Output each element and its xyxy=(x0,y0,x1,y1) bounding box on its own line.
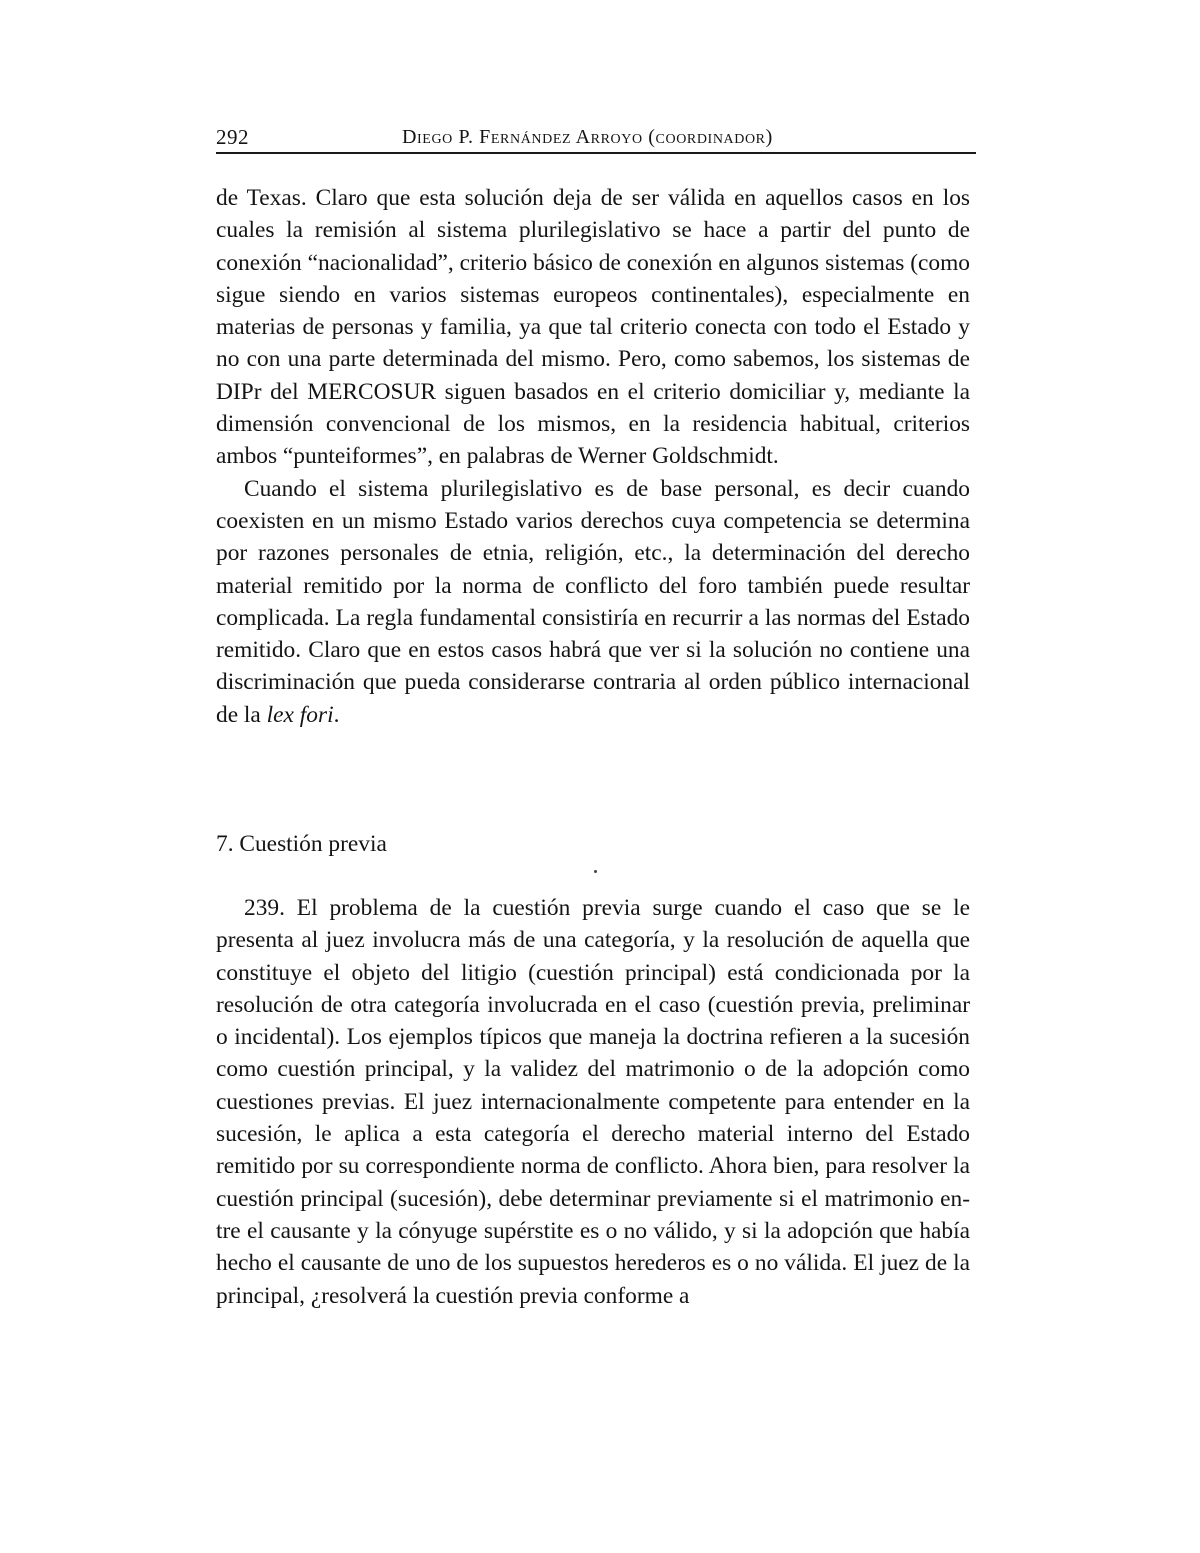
paragraph-plurilegislativo-personal xyxy=(216,473,970,731)
text-block-upper xyxy=(216,182,970,731)
scan-speck xyxy=(594,870,597,873)
running-head xyxy=(216,122,976,154)
paragraph-2-text: Cuando el sistema plurilegislativo es de base personal, es decir cuando coexisten en un mismo Estado varios derechos cuya competencia se determina por razones personales de etnia, religión, etc., la determinación del derecho material remitido por la norma de conflicto del foro también puede resultar complicada. La regla fundamental consistiría en recurrir a las normas del Estado remitido. Claro que en estos casos habrá que ver si la solución no contiene una discriminación que pueda considerarse contraria al orden público internacional de la xyxy=(216,475,970,728)
section-heading: 7. Cuestión previa xyxy=(216,831,387,857)
header-rule xyxy=(216,152,976,154)
book-page xyxy=(216,0,976,1553)
lex-fori-italic: lex fori xyxy=(266,701,334,728)
running-title: Diego P. Fernández Arroyo (coordinador) xyxy=(402,126,773,148)
text-block-lower xyxy=(216,892,970,1312)
paragraph-239: 239. El problema de la cuestión previa surge cuando el caso que se le presenta al juez involucra más de una categoría, y la resolución de aquella que constituye el objeto del litigio (cuestión principal) está condicionada por la resolución de otra categoría involucrada en el caso (cuestión previa, preliminar o incidental). Los ejemplos típicos que maneja la doctrina refieren a la sucesión como cuestión principal, y la validez del matrimonio o de la adopción como cuestiones previas. El juez internacionalmente competente para entender en la sucesión, le aplica a esta categoría el derecho material interno del Estado remitido por su correspondiente norma de conflicto. Ahora bien, para resolver la cuestión principal (sucesión), debe determinar previamente si el matrimonio entre el causante y la cónyuge supérstite es o no válido, y si la adopción que había hecho el causante de uno de los supuestos herederos es o no válida. El juez de la principal, ¿resolverá la cuestión previa conforme a xyxy=(216,895,970,1309)
paragraph-2-end-punct: . xyxy=(333,701,340,728)
page-number: 292 xyxy=(216,125,249,149)
paragraph-continuation: de Texas. Claro que esta solución deja de ser válida en aquellos casos en los cuales la remisión al sistema plurilegislativo se hace a partir del punto de conexión “nacionalidad”, criterio básico de conexión en algunos sistemas (como sigue siendo en varios sistemas europeos continentales), especialmente en materias de personas y familia, ya que tal criterio conecta con todo el Estado y no con una parte determinada del mismo. Pero, como sabemos, los sistemas de DIPr del MERCOSUR siguen basados en el criterio domiciliar y, mediante la dimensión convencional de los mismos, en la residencia habitual, criterios ambos “punteiformes”, en palabras de Werner Goldschmidt. xyxy=(216,185,970,470)
